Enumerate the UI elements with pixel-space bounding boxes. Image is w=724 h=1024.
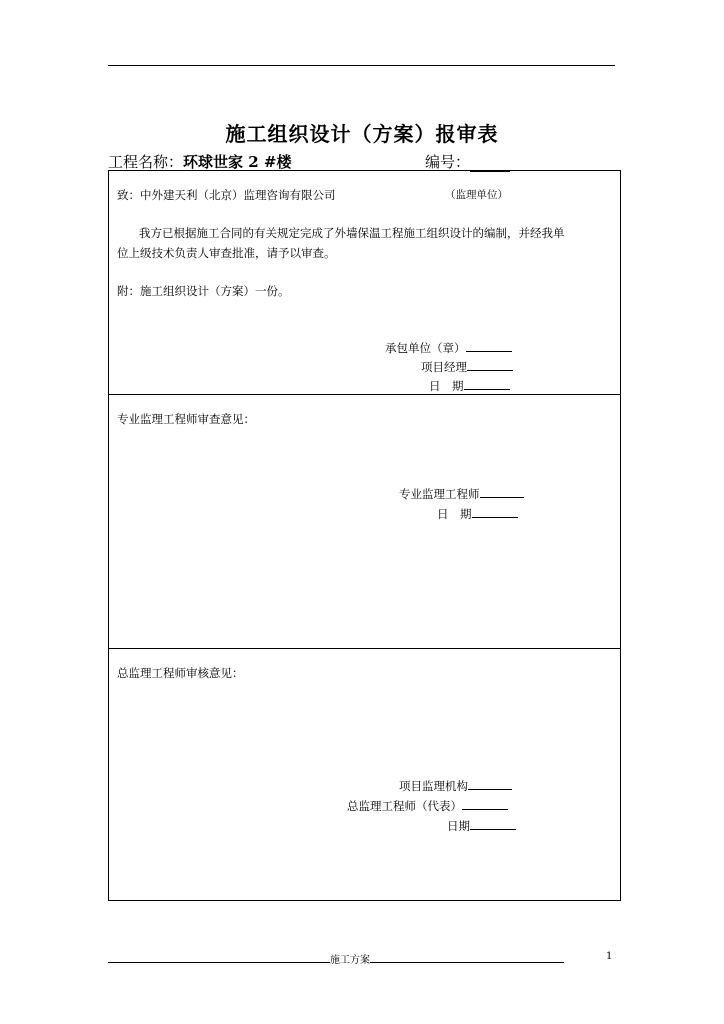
- footer-text: 施工方案: [330, 955, 370, 966]
- footer-right-rule: [370, 952, 564, 963]
- addressee-line: [117, 187, 336, 203]
- date-blank-1: [464, 377, 510, 390]
- submission-section: [109, 171, 620, 395]
- project-name-value: 环球世家 2 #楼: [183, 153, 292, 171]
- org-label: 项目监理机构: [399, 779, 468, 793]
- date-label-2: 日 期: [437, 507, 472, 521]
- manager-signature-row: [421, 358, 513, 375]
- engineer-review-heading: 专业监理工程师审查意见：: [117, 412, 255, 426]
- contractor-label: 承包单位（章）: [385, 341, 466, 355]
- form-number-row: [425, 151, 510, 172]
- contractor-blank: [466, 339, 512, 352]
- footer-left-rule: [108, 952, 330, 963]
- manager-label: 项目经理: [421, 360, 467, 374]
- project-name-row: [108, 151, 291, 172]
- page-number: 1: [606, 951, 613, 962]
- org-blank: [468, 777, 512, 790]
- attachment-note: 附：施工组织设计（方案）一份。: [117, 284, 290, 298]
- engineer-label: 专业监理工程师: [399, 487, 480, 501]
- chief-review-section: [109, 649, 620, 900]
- submission-body-line2: 位上级技术负责人审查批准，请予以审查。: [117, 246, 336, 260]
- form-number-label: 编号：: [425, 153, 471, 171]
- org-signature-row: [399, 777, 512, 794]
- chief-blank: [462, 797, 508, 810]
- date-row-3: [447, 817, 516, 834]
- date-blank-3: [470, 817, 516, 830]
- date-row-2: [437, 505, 518, 522]
- approval-form-table: [108, 170, 621, 901]
- contractor-signature-row: [385, 339, 512, 356]
- engineer-signature-row: [399, 485, 524, 502]
- manager-blank: [467, 358, 513, 371]
- header-rule: [108, 65, 615, 66]
- engineer-review-section: [109, 395, 620, 649]
- chief-label: 总监理工程师（代表）: [347, 799, 462, 813]
- submission-body-line1: 我方已根据施工合同的有关规定完成了外墙保温工程施工组织设计的编制，并经我单: [139, 226, 565, 240]
- date-blank-2: [472, 505, 518, 518]
- date-row-1: [429, 377, 510, 394]
- page-footer: [108, 951, 615, 966]
- chief-review-heading: 总监理工程师审核意见：: [117, 666, 244, 680]
- engineer-blank: [480, 485, 524, 498]
- addressee-text: 致：中外建天利（北京）监理咨询有限公司: [117, 188, 336, 202]
- project-name-label: 工程名称：: [108, 153, 184, 171]
- chief-signature-row: [347, 797, 508, 814]
- form-title: 施工组织设计（方案）报审表: [225, 122, 499, 146]
- supervisor-unit-note: （监理单位）: [445, 189, 508, 201]
- date-label-3: 日期: [447, 819, 470, 833]
- date-label-1: 日 期: [429, 379, 464, 393]
